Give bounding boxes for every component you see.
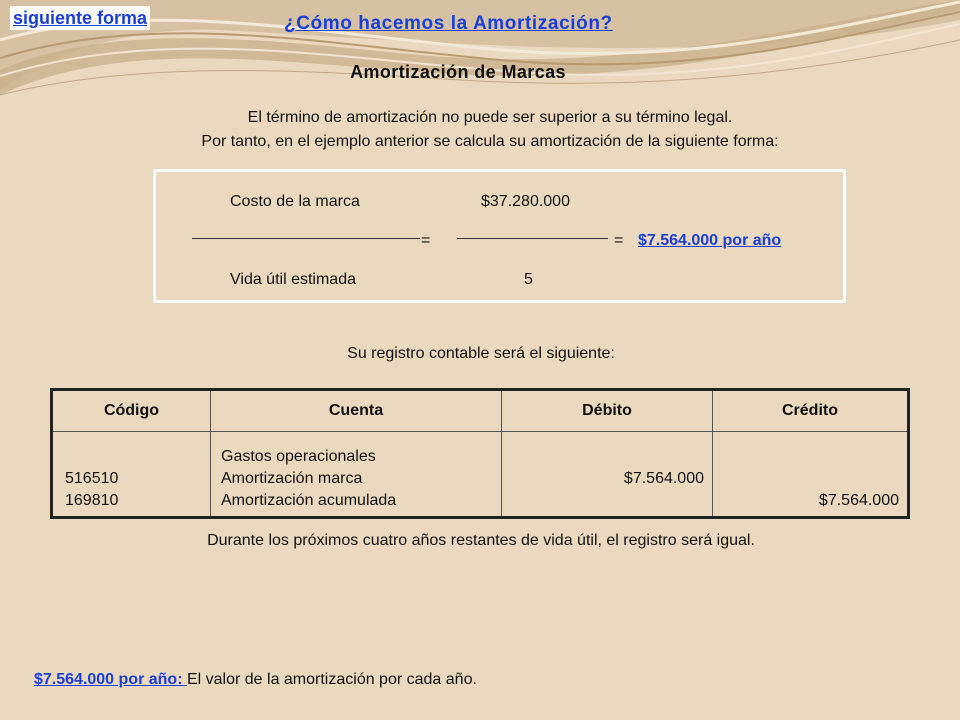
header-debito: Débito bbox=[502, 390, 713, 432]
footer-definition bbox=[34, 669, 477, 691]
intro-line-2: Por tanto, en el ejemplo anterior se calcula su amortización de la siguiente forma: bbox=[201, 133, 779, 150]
formula-equals-2: = bbox=[614, 232, 624, 249]
credit-value: $7.564.000 bbox=[818, 492, 899, 509]
nav-link-siguiente-forma[interactable]: siguiente forma bbox=[10, 6, 150, 30]
cell-credit bbox=[713, 432, 909, 518]
closing-note: Durante los próximos cuatro años restantes de vida útil, el registro será igual. bbox=[207, 532, 755, 549]
page-title-link[interactable]: ¿Cómo hacemos la Amortización? bbox=[284, 13, 613, 34]
fraction-line-values bbox=[457, 238, 608, 239]
formula-equals-1: = bbox=[421, 232, 431, 249]
header-cuenta: Cuenta bbox=[211, 390, 502, 432]
cell-debit bbox=[502, 432, 713, 518]
header-credito: Crédito bbox=[713, 390, 909, 432]
header-codigo: Código bbox=[52, 390, 211, 432]
record-intro: Su registro contable será el siguiente: bbox=[347, 345, 615, 362]
cell-codes bbox=[52, 432, 211, 518]
intro-text bbox=[0, 106, 960, 154]
debit-value: $7.564.000 bbox=[623, 470, 704, 487]
formula-life-value: 5 bbox=[524, 271, 533, 288]
footer-definition-text: El valor de la amortización por cada año. bbox=[186, 671, 477, 688]
footer-term-link[interactable]: $7.564.000 por año: bbox=[34, 671, 187, 688]
section-subtitle: Amortización de Marcas bbox=[350, 62, 566, 82]
formula-result-link[interactable]: $7.564.000 por año bbox=[638, 232, 782, 249]
code-2: 169810 bbox=[65, 492, 119, 509]
ledger-table bbox=[50, 388, 910, 519]
cell-accounts bbox=[211, 432, 502, 518]
formula-life-label: Vida útil estimada bbox=[230, 271, 356, 288]
table-header-row bbox=[52, 390, 909, 432]
intro-line-1: El término de amortización no puede ser superior a su término legal. bbox=[247, 109, 733, 126]
account-2: Amortización marca bbox=[221, 470, 363, 487]
formula-cost-value: $37.280.000 bbox=[481, 193, 570, 210]
code-1: 516510 bbox=[65, 470, 119, 487]
account-3: Amortización acumulada bbox=[221, 492, 397, 509]
account-1: Gastos operacionales bbox=[221, 448, 376, 465]
formula-cost-label: Costo de la marca bbox=[230, 193, 360, 210]
table-row bbox=[52, 432, 909, 518]
fraction-line-labels bbox=[192, 238, 420, 239]
